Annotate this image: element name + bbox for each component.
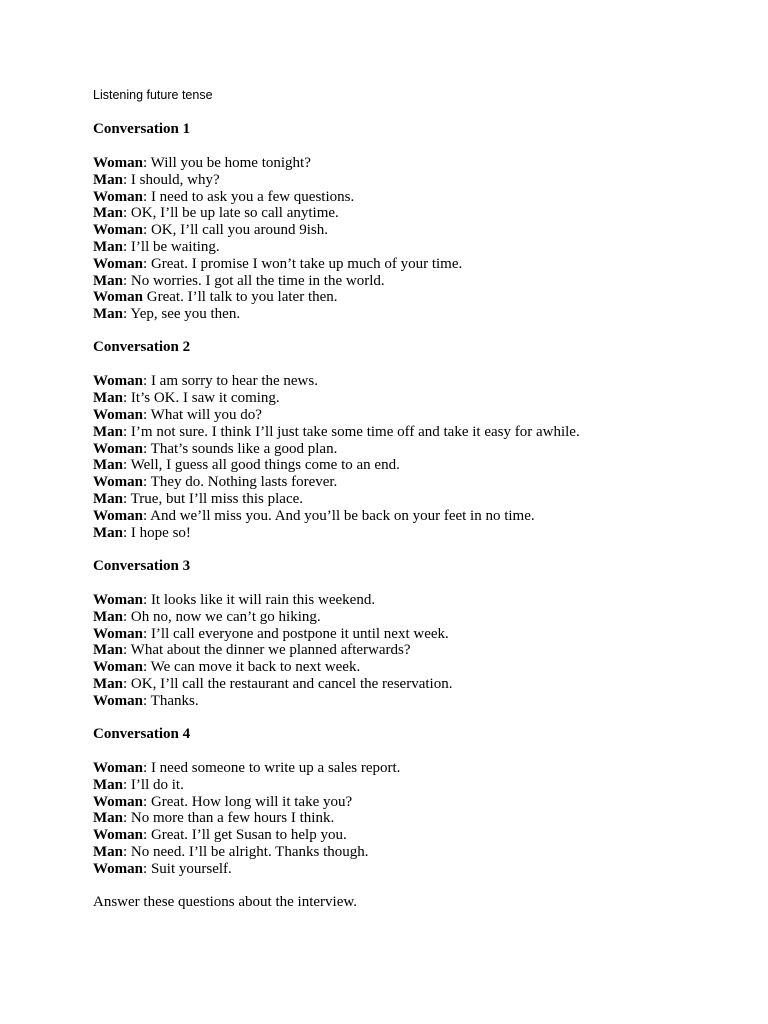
speaker-separator: : <box>123 776 131 793</box>
dialogue-text: Will you be home tonight? <box>150 155 311 171</box>
speaker-separator: : <box>123 608 131 625</box>
speaker-name: Woman <box>93 407 144 424</box>
dialogue-line <box>93 525 733 542</box>
dialogue-text: They do. Nothing lasts forever. <box>150 474 338 491</box>
dialogue-line <box>93 794 733 811</box>
dialogue-text: OK, I’ll call you around 9ish. <box>150 222 328 239</box>
dialogue-line <box>93 424 733 441</box>
conversation-2 <box>93 339 733 541</box>
speaker-name: Woman <box>93 373 144 390</box>
speaker-separator: : <box>143 440 151 457</box>
speaker-name: Woman <box>93 625 144 642</box>
dialogue-line <box>93 609 733 626</box>
dialogue-line <box>93 676 733 693</box>
speaker-name: Woman <box>93 188 144 205</box>
speaker-separator: : <box>143 507 151 524</box>
conversation-3 <box>93 558 733 710</box>
speaker-name: Woman <box>93 255 144 272</box>
speaker-name: Man <box>93 642 123 659</box>
speaker-name: Man <box>93 844 123 860</box>
dialogue-text: And we’ll miss you. And you’ll be back on your feet in no time. <box>150 507 535 524</box>
speaker-separator: : <box>123 171 131 188</box>
speaker-name: Woman <box>93 440 144 457</box>
speaker-name: Man <box>93 608 123 625</box>
conversation-heading: Conversation 4 <box>93 726 191 743</box>
dialogue-line <box>93 189 733 206</box>
dialogue-text: No more than a few hours I think. <box>130 810 335 827</box>
dialogue-text: Suit yourself. <box>150 860 232 877</box>
dialogue-text: It’s OK. I saw it coming. <box>130 390 280 407</box>
dialogue-line <box>93 155 733 172</box>
dialogue-text: No need. I’ll be alright. Thanks though. <box>130 844 369 860</box>
speaker-name: Man <box>93 524 123 541</box>
dialogue-text: What will you do? <box>150 407 262 424</box>
dialogue-line <box>93 777 733 794</box>
speaker-separator: : <box>123 491 131 508</box>
speaker-separator: : <box>143 860 151 877</box>
speaker-name: Woman <box>93 289 144 306</box>
dialogue-text: Yep, see you then. <box>130 306 241 323</box>
dialogue-text: True, but I’ll miss this place. <box>130 491 304 508</box>
speaker-separator: : <box>143 793 151 810</box>
dialogue-line <box>93 457 733 474</box>
dialogue-line <box>93 172 733 189</box>
speaker-separator: : <box>123 642 131 659</box>
dialogue-line <box>93 256 733 273</box>
speaker-separator: : <box>123 423 131 440</box>
speaker-separator: : <box>143 407 151 424</box>
speaker-separator: : <box>123 457 131 474</box>
speaker-separator: : <box>143 255 151 272</box>
dialogue-text: I’ll do it. <box>130 776 184 793</box>
speaker-name: Man <box>93 810 123 827</box>
dialogue-line <box>93 441 733 458</box>
dialogue-line <box>93 289 733 306</box>
speaker-separator: : <box>123 238 131 255</box>
speaker-separator: : <box>123 675 131 692</box>
dialogue-text: I’ll call everyone and postpone it until next week. <box>150 625 449 642</box>
dialogue-line <box>93 760 733 777</box>
dialogue-text: We can move it back to next week. <box>150 659 361 676</box>
speaker-name: Woman <box>93 591 144 608</box>
dialogue-line <box>93 827 733 844</box>
dialogue-text: I’m not sure. I think I’ll just take some time off and take it easy for awhile. <box>130 423 580 440</box>
speaker-name: Man <box>93 306 123 323</box>
conversation-heading: Conversation 2 <box>93 339 191 356</box>
conversation-4 <box>93 726 733 878</box>
speaker-name: Man <box>93 457 123 474</box>
dialogue-line <box>93 390 733 407</box>
speaker-separator: : <box>143 692 151 709</box>
dialogue-text: OK, I’ll be up late so call anytime. <box>130 205 339 222</box>
dialogue-text: Great. How long will it take you? <box>150 793 353 810</box>
speaker-name: Man <box>93 205 123 222</box>
dialogue-text: OK, I’ll call the restaurant and cancel the reservation. <box>130 675 453 692</box>
dialogue-text: Oh no, now we can’t go hiking. <box>130 608 321 625</box>
document-page <box>93 86 733 911</box>
dialogue-text: Well, I guess all good things come to an end. <box>130 457 400 474</box>
closing-instruction: Answer these questions about the interview. <box>93 894 357 911</box>
dialogue-line <box>93 592 733 609</box>
speaker-name: Man <box>93 776 123 793</box>
speaker-separator: : <box>143 625 151 642</box>
speaker-name: Man <box>93 238 123 255</box>
dialogue-line <box>93 373 733 390</box>
dialogue-line <box>93 642 733 659</box>
conversation-1 <box>93 121 733 323</box>
speaker-name: Woman <box>93 474 144 491</box>
dialogue-text: Thanks. <box>150 692 199 709</box>
speaker-name: Man <box>93 675 123 692</box>
dialogue-line <box>93 693 733 710</box>
dialogue-line <box>93 306 733 323</box>
speaker-name: Woman <box>93 507 144 524</box>
dialogue-line <box>93 861 733 878</box>
speaker-separator: : <box>143 591 151 608</box>
conversation-heading: Conversation 1 <box>93 121 191 137</box>
dialogue-text: I should, why? <box>130 171 220 188</box>
dialogue-line <box>93 407 733 424</box>
speaker-separator: : <box>143 760 151 777</box>
speaker-name: Woman <box>93 827 144 844</box>
dialogue-text: Great. I’ll get Susan to help you. <box>150 827 347 844</box>
speaker-name: Woman <box>93 692 144 709</box>
speaker-name: Man <box>93 272 123 289</box>
speaker-name: Woman <box>93 860 144 877</box>
speaker-name: Woman <box>93 659 144 676</box>
dialogue-line <box>93 491 733 508</box>
document-title: Listening future tense <box>93 88 213 102</box>
dialogue-text: I’ll be waiting. <box>130 238 220 255</box>
dialogue-text: No worries. I got all the time in the world. <box>130 272 385 289</box>
dialogue-line <box>93 205 733 222</box>
dialogue-line <box>93 239 733 256</box>
speaker-name: Woman <box>93 222 144 239</box>
speaker-name: Woman <box>93 793 144 810</box>
speaker-separator: : <box>123 272 131 289</box>
speaker-separator: : <box>143 222 151 239</box>
dialogue-text: Great. I promise I won’t take up much of your time. <box>150 255 463 272</box>
dialogue-text: I am sorry to hear the news. <box>150 373 318 390</box>
dialogue-text: That’s sounds like a good plan. <box>150 440 338 457</box>
dialogue-line <box>93 626 733 643</box>
dialogue-text: It looks like it will rain this weekend. <box>150 591 376 608</box>
speaker-name: Woman <box>93 760 144 777</box>
speaker-name: Man <box>93 491 123 508</box>
dialogue-text: I need someone to write up a sales report. <box>150 760 401 777</box>
speaker-separator: : <box>143 188 151 205</box>
conversations <box>93 121 733 878</box>
speaker-separator: : <box>123 306 131 323</box>
dialogue-line <box>93 474 733 491</box>
dialogue-line <box>93 810 733 827</box>
speaker-name: Woman <box>93 155 144 171</box>
speaker-separator: : <box>143 659 151 676</box>
dialogue-line <box>93 844 733 861</box>
speaker-name: Man <box>93 390 123 407</box>
dialogue-line <box>93 508 733 525</box>
dialogue-text: I need to ask you a few questions. <box>150 188 355 205</box>
speaker-separator: : <box>143 373 151 390</box>
dialogue-line <box>93 273 733 290</box>
speaker-separator: : <box>143 155 151 171</box>
speaker-name: Man <box>93 171 123 188</box>
speaker-separator: : <box>143 827 151 844</box>
dialogue-text: I hope so! <box>130 524 191 541</box>
speaker-name: Man <box>93 423 123 440</box>
speaker-separator: : <box>123 844 131 860</box>
dialogue-line <box>93 222 733 239</box>
speaker-separator: : <box>123 810 131 827</box>
conversation-heading: Conversation 3 <box>93 557 191 574</box>
speaker-separator: : <box>123 205 131 222</box>
dialogue-line <box>93 659 733 676</box>
speaker-separator: : <box>123 390 131 407</box>
dialogue-text: What about the dinner we planned afterwards? <box>130 642 411 659</box>
speaker-separator: : <box>143 474 151 491</box>
speaker-separator: : <box>123 524 131 541</box>
dialogue-text: Great. I’ll talk to you later then. <box>146 289 338 306</box>
